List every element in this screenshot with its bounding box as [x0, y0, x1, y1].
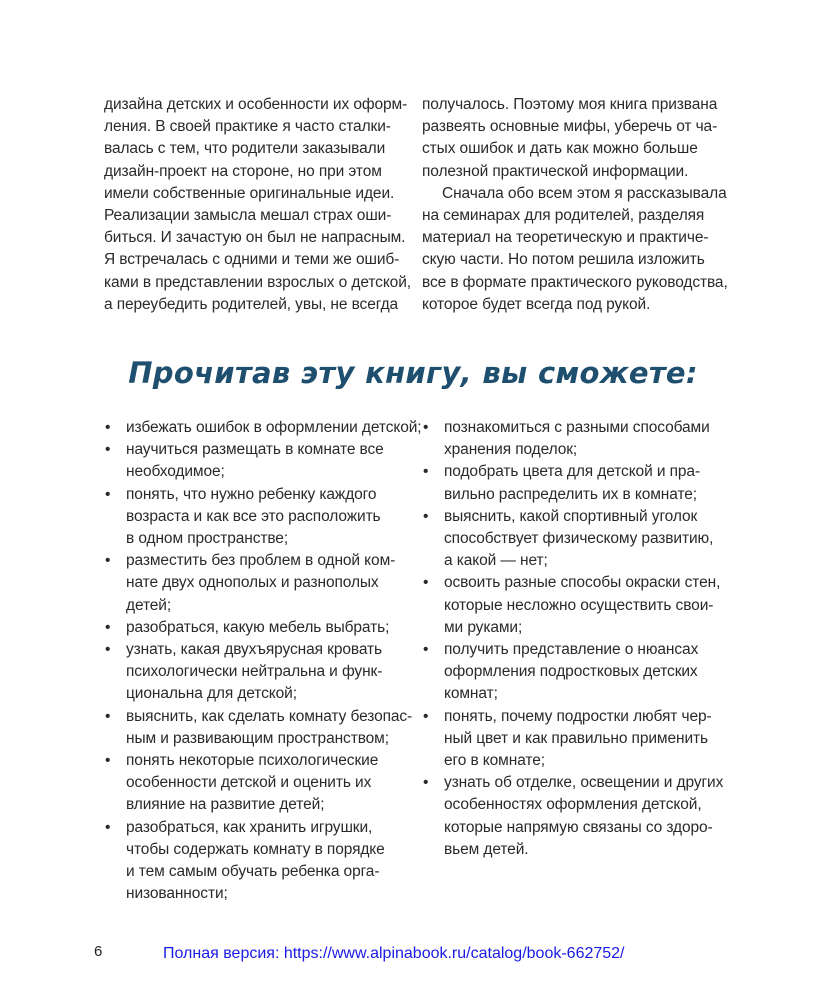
bullet-icon: • [105, 485, 111, 503]
list-item-line: ным и развивающим пространством; [126, 729, 389, 747]
text-line: ками в представлении взрослых о детской, [104, 273, 411, 291]
bullet-icon: • [423, 641, 429, 659]
list-item-line: разобраться, как хранить игрушки, [126, 818, 373, 836]
text-line: полезной практической информации. [422, 162, 689, 180]
text-line: стых ошибок и дать как можно больше [422, 140, 698, 158]
bullet-icon: • [105, 419, 111, 436]
text-line: Реализации замысла мешал страх оши- [104, 207, 392, 225]
text-line: получалось. Поэтому моя книга призвана [422, 96, 718, 113]
list-item-line: понять некоторые психологические [126, 752, 379, 770]
list-item-line: получить представление о нюансах [444, 641, 699, 659]
list-item [104, 550, 404, 617]
list-item-line: разместить без проблем в одной ком- [126, 552, 396, 570]
bullet-icon: • [105, 818, 111, 836]
list-item-line: способствует физическому развитию, [444, 530, 714, 548]
list-item-line: необходимое; [126, 463, 225, 481]
list-item-line: понять, что нужно ребенку каждого [126, 485, 377, 503]
text-line: развеять основные мифы, уберечь от ча- [422, 118, 718, 136]
list-item-line: а какой — нет; [444, 552, 548, 570]
list-item [104, 617, 404, 639]
bullet-icon: • [105, 641, 111, 659]
list-item [422, 706, 722, 773]
list-item-line: детей; [126, 596, 172, 614]
section-heading: Прочитав эту книгу, вы сможете: [128, 356, 698, 390]
bullet-icon: • [105, 618, 111, 636]
bullet-icon: • [423, 707, 429, 725]
list-item [422, 572, 722, 639]
list-item-line: избежать ошибок в оформлении детской; [126, 419, 422, 436]
list-item [104, 417, 422, 439]
list-item [104, 439, 404, 483]
text-line: валась с тем, что родители заказывали [104, 140, 386, 158]
list-item-line: которые несложно осуществить свои- [444, 596, 714, 614]
list-item-line: научиться размещать в комнате все [126, 441, 384, 459]
text-line: дизайна детских и особенности их оформ- [104, 96, 408, 113]
list-item-line: вьем детей. [444, 840, 529, 858]
list-item [422, 506, 722, 573]
list-item-line: узнать, какая двухъярусная кровать [126, 641, 382, 659]
list-item-line: выяснить, какой спортивный уголок [444, 507, 698, 525]
bullet-icon: • [105, 552, 111, 570]
text-line: ления. В своей практике я часто сталки- [104, 118, 391, 136]
bullet-icon: • [423, 774, 429, 792]
list-item-line: оформления подростковых детских [444, 663, 698, 681]
list-item-line: и тем самым обучать ребенка орга- [126, 863, 380, 881]
list-item [104, 750, 404, 817]
text-line: дизайн-проект на стороне, но при этом [104, 162, 382, 180]
list-item [422, 417, 722, 461]
list-item-line: психологически нейтральна и функ- [126, 663, 383, 681]
list-item-line: низованности; [126, 885, 228, 903]
list-item-line: в одном пространстве; [126, 530, 289, 548]
list-item [104, 706, 413, 750]
list-item-line: чтобы содержать комнату в порядке [126, 840, 385, 858]
text-line: Я встречалась с одними и теми же ошиб- [104, 251, 400, 269]
list-item-line: понять, почему подростки любят чер- [444, 707, 712, 725]
list-item [422, 772, 722, 861]
list-item-line: особенности детской и оценить их [126, 774, 372, 792]
list-item-line: циональна для детской; [126, 685, 297, 703]
list-item-line: нате двух однополых и разнополых [126, 574, 379, 592]
intro-right-column [422, 94, 728, 316]
text-line: Сначала обо всем этом я рассказывала [442, 184, 727, 202]
text-line: на семинарах для родителей, разделяя [422, 207, 705, 225]
list-item [104, 817, 404, 906]
list-item-line: комнат; [444, 685, 498, 703]
text-line: материал на теоретическую и практиче- [422, 229, 709, 247]
full-version-link[interactable]: Полная версия: https://www.alpinabook.ru/catalog/book-662752/ [163, 945, 625, 962]
text-line: которое будет всегда под рукой. [422, 295, 651, 313]
list-item-line: выяснить, как сделать комнату безопас- [126, 707, 413, 725]
list-item-line: хранения поделок; [444, 441, 578, 459]
bullet-icon: • [105, 752, 111, 770]
list-item-line: освоить разные способы окраски стен, [444, 574, 721, 592]
bullet-icon: • [105, 707, 111, 725]
list-item-line: особенностях оформления детской, [444, 796, 702, 814]
text-line: имели собственные оригинальные идеи. [104, 184, 395, 202]
list-item-line: познакомиться с разными способами [444, 419, 710, 436]
list-item [422, 461, 722, 505]
text-line: биться. И зачастую он был не напрасным. [104, 229, 406, 247]
list-item [422, 639, 722, 706]
list-item-line: ный цвет и как правильно применить [444, 729, 708, 747]
benefits-list-right [422, 417, 722, 861]
intro-paragraph-end [422, 94, 720, 183]
list-item [104, 484, 404, 551]
benefits-list-left [104, 417, 422, 905]
intro-paragraph-second [422, 183, 728, 316]
list-item-line: возраста и как все это расположить [126, 507, 381, 525]
list-item-line: которые напрямую связаны со здоро- [444, 818, 713, 836]
text-line: а переубедить родителей, увы, не всегда [104, 295, 399, 313]
bullet-icon: • [423, 507, 429, 525]
bullet-icon: • [423, 419, 429, 436]
bullet-icon: • [105, 441, 111, 459]
list-item-line: узнать об отделке, освещении и других [444, 774, 724, 792]
list-item-line: вильно распределить их в комнате; [444, 485, 697, 503]
list-item-line: влияние на развитие детей; [126, 796, 325, 814]
text-line: скую части. Но потом решила изложить [422, 251, 705, 269]
list-item-line: его в комнате; [444, 752, 545, 770]
bullet-icon: • [423, 463, 429, 481]
list-item-line: разобраться, какую мебель выбрать; [126, 618, 390, 636]
list-item-line: подобрать цвета для детской и пра- [444, 463, 701, 481]
page-number: 6 [94, 943, 103, 960]
text-line: все в формате практического руководства, [422, 273, 728, 291]
bullet-icon: • [423, 574, 429, 592]
intro-paragraph-continued [104, 94, 411, 316]
intro-left-column [104, 94, 411, 316]
list-item [104, 639, 404, 706]
list-item-line: ми руками; [444, 618, 523, 636]
